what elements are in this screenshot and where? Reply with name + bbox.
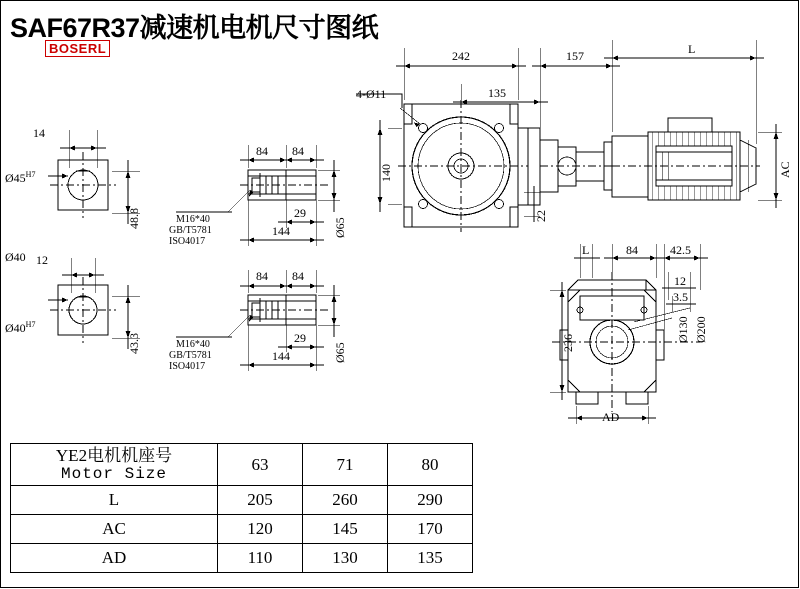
label-bolt-t-std1: GB/T5781 [169,225,212,236]
dim-side-12: 12 [674,274,686,288]
brand-logo: BOSERL [45,40,110,57]
dim-side-d130: Ø130 [676,316,690,343]
dim-shaft-tl-height: 48.8 [127,208,141,229]
dim-shaft-d40: Ø40 [5,250,26,264]
dim-hollow-t-a: 84 [256,144,268,158]
dim-main-L: L [688,42,696,56]
dim-hollow-t-b: 84 [292,144,304,158]
dim-side-236: 236 [561,334,575,352]
dim-hollow-b-b: 84 [292,269,304,283]
cell-AD-63: 110 [218,544,303,573]
table-header-size-1: 71 [303,444,388,486]
table-header-label [11,444,218,486]
cell-L-63: 205 [218,486,303,515]
dim-hollow-b-144: 144 [272,349,290,363]
label-bolt-t-spec: M16*40 [176,214,210,225]
dim-shaft-bl-dia-value: Ø40 [5,321,26,335]
dim-side-L: L [582,243,590,257]
table-header-size-0: 63 [218,444,303,486]
dim-side-AD: AD [602,410,620,424]
dim-shaft-bl-height: 43.3 [127,333,141,354]
label-bolt-b-spec: M16*40 [176,339,210,350]
label-bolt-t-std2: ISO4017 [169,236,206,247]
table-row [11,515,473,544]
dim-hollow-b-a: 84 [256,269,268,283]
row-label-L: L [11,486,218,515]
dim-main-holes: 4-Ø11 [356,87,387,101]
dim-hollow-b-29: 29 [294,331,306,345]
dim-main-140: 140 [379,164,393,182]
dim-shaft-bl-dia [5,320,35,336]
cell-AD-71: 130 [303,544,388,573]
dim-main-157: 157 [566,49,584,63]
dim-shaft-tl-dia-value: Ø45 [5,171,26,185]
table-header-label-cn: YE2电机机座号 [55,446,173,465]
dim-hollow-t-29: 29 [294,206,306,220]
table-row [11,486,473,515]
dim-main-242: 242 [452,49,470,63]
table-header-label-en: Motor Size [60,465,167,483]
cell-AC-63: 120 [218,515,303,544]
dim-side-84: 84 [626,243,638,257]
dim-shaft-tl-dia-tol: H7 [25,170,36,179]
dim-hollow-b-d65: Ø65 [333,342,347,363]
dim-shaft-tl-width: 14 [33,126,45,140]
motor-size-table [10,443,473,573]
page-title: SAF67R37减速机电机尺寸图纸 [10,13,379,43]
dim-main-135: 135 [488,86,506,100]
table-header-row [11,444,473,486]
dim-hollow-t-d65: Ø65 [333,217,347,238]
dim-side-3_5: 3.5 [673,290,688,304]
label-bolt-b-std2: ISO4017 [169,361,206,372]
row-label-AD: AD [11,544,218,573]
cell-L-80: 290 [388,486,473,515]
dim-shaft-bl-dia-tol: H7 [25,320,36,329]
table-header-size-2: 80 [388,444,473,486]
cell-L-71: 260 [303,486,388,515]
table-row [11,544,473,573]
dim-main-AC: AC [778,161,792,178]
cell-AD-80: 135 [388,544,473,573]
dim-shaft-tl-dia [5,170,35,186]
label-bolt-b-std1: GB/T5781 [169,350,212,361]
dim-side-d200: Ø200 [694,316,708,343]
dim-hollow-t-144: 144 [272,224,290,238]
dim-side-42_5: 42.5 [670,243,691,257]
row-label-AC: AC [11,515,218,544]
cell-AC-80: 170 [388,515,473,544]
cell-AC-71: 145 [303,515,388,544]
dim-main-22: 22 [534,210,548,222]
dim-shaft-bl-width: 12 [36,253,48,267]
